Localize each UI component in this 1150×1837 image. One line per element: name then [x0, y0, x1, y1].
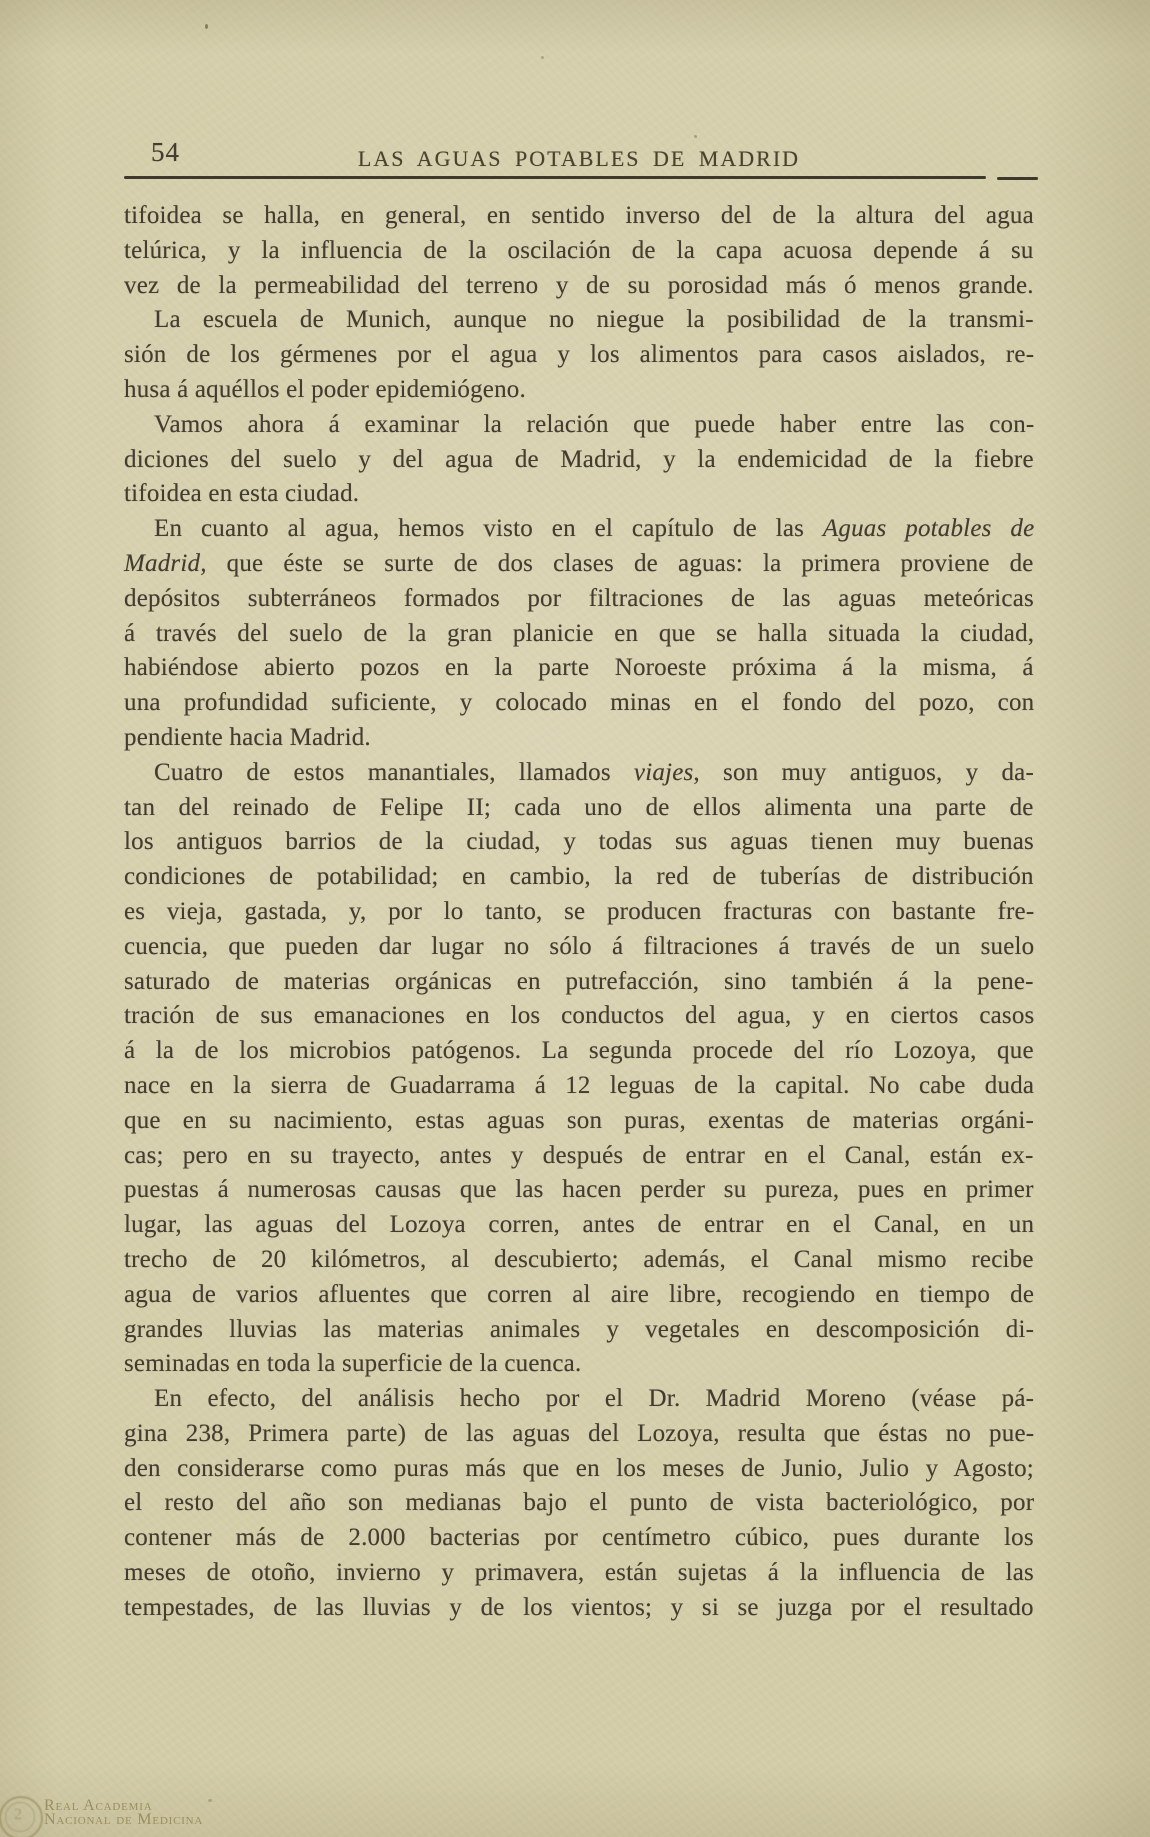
- library-stamp-seal-icon: [0, 1796, 43, 1837]
- text-line: depósitos subterráneos formados por filtraciones de las aguas meteóricas: [124, 584, 1034, 612]
- text-line: que en su nacimiento, estas aguas son puras, exentas de materias orgáni-: [124, 1106, 1035, 1134]
- text-line: telúrica, y la influencia de la oscilación de la capa acuosa depende á su: [124, 236, 1034, 264]
- text-line: gina 238, Primera parte) de las aguas del Lozoya, resulta que éstas no pue-: [124, 1419, 1035, 1447]
- running-header: LAS AGUAS POTABLES DE MADRID: [357, 146, 801, 171]
- paper-speck: [205, 24, 208, 29]
- text-line: tempestades, de las lluvias y de los vientos; y si se juzga por el resultado: [124, 1593, 1034, 1621]
- paper-speck: [541, 56, 544, 59]
- text-line: meses de otoño, invierno y primavera, están sujetas á la influencia de las: [124, 1559, 1034, 1587]
- text-line: condiciones de potabilidad; en cambio, la red de tuberías de distribución: [124, 863, 1034, 891]
- text-line: seminadas en toda la superficie de la cuenca.: [124, 1350, 582, 1378]
- text-line: contener más de 2.000 bacterias por centímetro cúbico, pues durante los: [124, 1524, 1034, 1552]
- text-line: el resto del año son medianas bajo el punto de vista bacteriológico, por: [124, 1489, 1035, 1517]
- header-rule-end-segment: [997, 177, 1038, 180]
- text-line: En cuanto al agua, hemos visto en el capítulo de las Aguas potables de: [154, 515, 1035, 543]
- text-line: Vamos ahora á examinar la relación que puede haber entre las con-: [154, 410, 1035, 438]
- text-line: es vieja, gastada, y, por lo tanto, se producen fracturas con bastante fre-: [124, 897, 1035, 925]
- text-line: Cuatro de estos manantiales, llamados viajes, son muy antiguos, y da-: [154, 758, 1034, 786]
- header-rule: [124, 176, 986, 179]
- text-line: diciones del suelo y del agua de Madrid, y la endemicidad de la fiebre: [124, 445, 1034, 473]
- text-line: tifoidea en esta ciudad.: [124, 480, 360, 508]
- text-line: grandes lluvias las materias animales y vegetales en descomposición di-: [124, 1315, 1035, 1343]
- body-text: [124, 199, 1034, 1626]
- text-line: á través del suelo de la gran planicie en que se halla situada la ciudad,: [124, 619, 1035, 647]
- text-line: á la de los microbios patógenos. La segunda procede del río Lozoya, que: [124, 1037, 1034, 1065]
- text-line: trecho de 20 kilómetros, al descubierto; además, el Canal mismo recibe: [124, 1245, 1034, 1273]
- text-line: saturado de materias orgánicas en putrefacción, sino también á la pene-: [124, 967, 1034, 995]
- text-line: tración de sus emanaciones en los conductos del agua, y en ciertos casos: [124, 1002, 1035, 1030]
- page-number: 54: [151, 137, 180, 167]
- text-line: Madrid, que éste se surte de dos clases de aguas: la primera proviene de: [124, 549, 1034, 577]
- text-line: tan del reinado de Felipe II; cada uno de ellos alimenta una parte de: [124, 793, 1034, 821]
- text-line: los antiguos barrios de la ciudad, y todas sus aguas tienen muy buenas: [124, 828, 1034, 856]
- text-line: agua de varios afluentes que corren al aire libre, recogiendo en tiempo de: [124, 1280, 1035, 1308]
- text-line: pendiente hacia Madrid.: [124, 723, 371, 751]
- text-line: habiéndose abierto pozos en la parte Noroeste próxima á la misma, á: [124, 654, 1034, 682]
- text-line: cas; pero en su trayecto, antes y después de entrar en el Canal, están ex-: [124, 1141, 1034, 1169]
- text-line: En efecto, del análisis hecho por el Dr. Madrid Moreno (véase pá-: [154, 1385, 1035, 1413]
- text-line: vez de la permeabilidad del terreno y de su porosidad más ó menos grande.: [124, 271, 1034, 299]
- text-line: La escuela de Munich, aunque no niegue la posibilidad de la transmi-: [154, 306, 1034, 334]
- paper-speck: [208, 1799, 212, 1802]
- text-line: una profundidad suficiente, y colocado minas en el fondo del pozo, con: [124, 689, 1035, 717]
- text-line: sión de los gérmenes por el agua y los alimentos para casos aislados, re-: [124, 341, 1035, 369]
- paper-speck: [694, 135, 697, 138]
- text-line: den considerarse como puras más que en los meses de Junio, Julio y Agosto;: [124, 1454, 1034, 1482]
- text-line: cuencia, que pueden dar lugar no sólo á filtraciones á través de un suelo: [124, 932, 1035, 960]
- library-stamp-line2: Nacional de Medicina: [44, 1811, 204, 1828]
- text-line: husa á aquéllos el poder epidemiógeno.: [124, 375, 526, 403]
- text-line: tifoidea se halla, en general, en sentido inverso del de la altura del agua: [124, 202, 1034, 229]
- text-line: lugar, las aguas del Lozoya corren, antes de entrar en el Canal, en un: [124, 1211, 1035, 1239]
- text-line: nace en la sierra de Guadarrama á 12 leguas de la capital. No cabe duda: [124, 1071, 1035, 1099]
- text-line: puestas á numerosas causas que las hacen perder su pureza, pues en primer: [124, 1176, 1034, 1204]
- library-stamp-line1: Real Academia: [44, 1797, 153, 1814]
